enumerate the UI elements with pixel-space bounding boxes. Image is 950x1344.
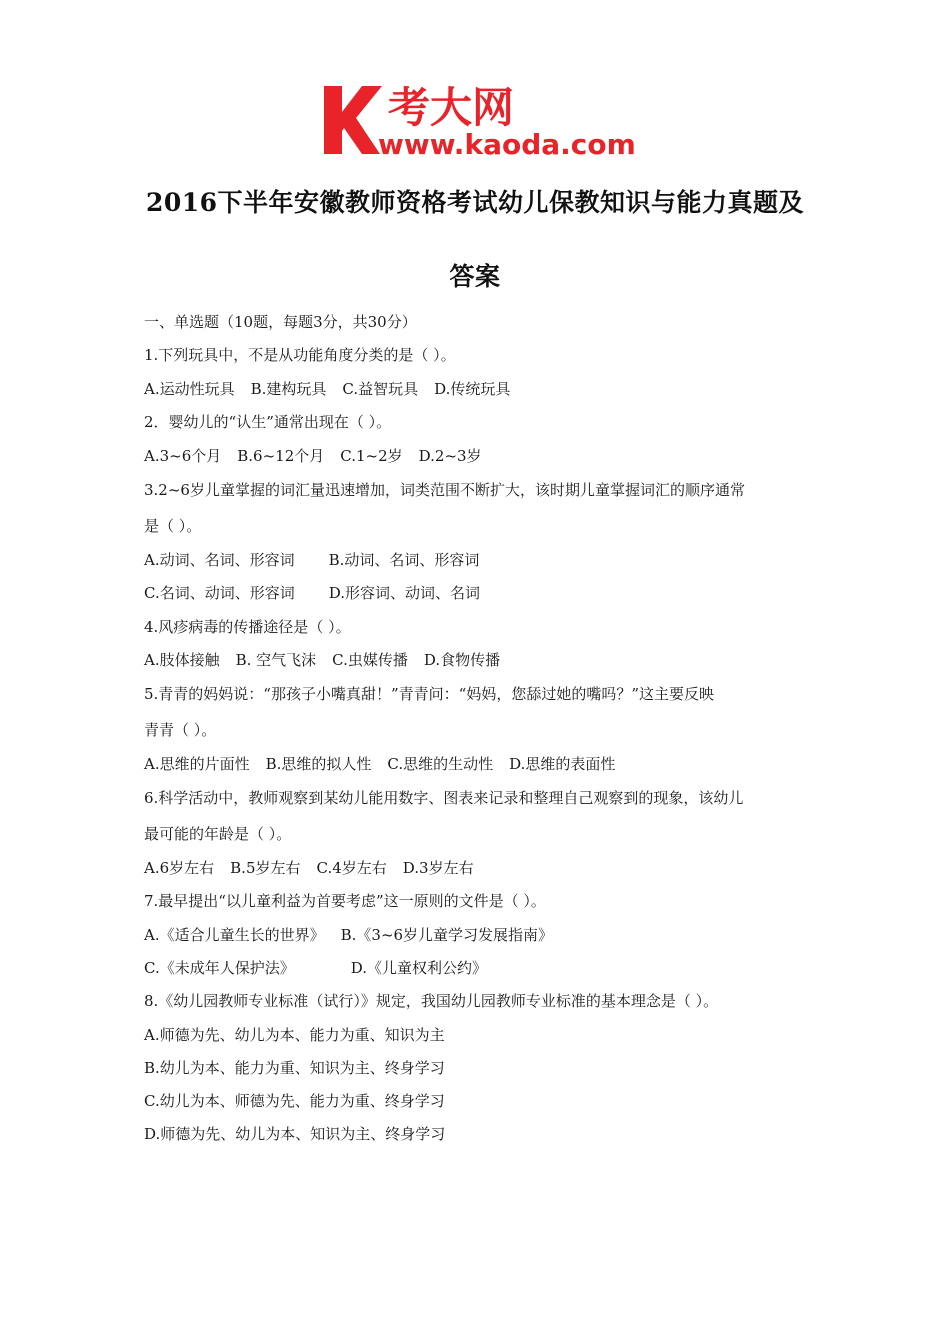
question-1-stem: 1.下列玩具中，不是从功能角度分类的是（ ）。 [144,346,456,364]
question-3-options-row-2 [144,583,480,603]
brand-name-art: 考大网 [388,83,515,132]
question-2-options [144,446,482,466]
option-b: B.5岁左右 [230,859,301,877]
option-c: C.4岁左右 [316,859,387,877]
option-c: C.虫媒传播 [332,651,408,669]
question-8-option-b: B.幼儿为本、能力为重、知识为主、终身学习 [144,1059,445,1077]
option-c: C.《未成年人保护法》 [144,959,295,977]
option-a: A.6岁左右 [144,859,215,877]
option-a: A.思维的片面性 [144,755,250,773]
question-6-stem-line-1: 6.科学活动中，教师观察到某幼儿能用数字、图表来记录和整理自己观察到的现象，该幼儿 [144,789,744,807]
question-6-stem-line-2: 最可能的年龄是（ ）。 [144,825,292,843]
question-8-stem: 8.《幼儿园教师专业标准（试行）》规定，我国幼儿园教师专业标准的基本理念是（ ）。 [144,992,719,1010]
option-c: C.名词、动词、形容词 [144,584,295,602]
question-8-option-a: A.师德为先、幼儿为本、能力为重、知识为主 [144,1026,445,1044]
question-7-options-row-2 [144,958,487,978]
question-6-options [144,858,474,878]
question-7-options-row-1 [144,925,553,945]
option-a: A.《适合儿童生长的世界》 [144,926,325,944]
document-title-line-2: 答案 [449,262,501,291]
question-5-stem-line-2: 青青（ ）。 [144,721,217,739]
option-b: B.动词、名词、形容词 [328,551,480,569]
question-2-stem: 2．婴幼儿的“认生”通常出现在（ ）。 [144,413,392,431]
option-a: A.运动性玩具 [144,380,235,398]
k-letter-mark [324,86,382,154]
option-c: C.思维的生动性 [387,755,494,773]
question-1-options [144,379,510,399]
question-8-option-c: C.幼儿为本、师德为先、能力为重、终身学习 [144,1092,445,1110]
option-b: B.6~12个月 [237,447,325,465]
question-7-stem: 7.最早提出“以儿童利益为首要考虑”这一原则的文件是（ ）。 [144,892,546,910]
option-d: D.传统玩具 [434,380,511,398]
question-4-options [144,650,500,670]
section-header: 一、单选题（10题，每题3分，共30分） [144,313,417,331]
option-d: D.思维的表面性 [509,755,616,773]
option-b: B.思维的拟人性 [265,755,372,773]
question-5-options [144,754,615,774]
option-b: B. 空气飞沫 [235,651,317,669]
kaoda-logo [318,78,648,160]
question-5-stem-line-1: 5.青青的妈妈说：“那孩子小嘴真甜！”青青问：“妈妈，您舔过她的嘴吗？”这主要反映 [144,685,714,703]
option-c: C.益智玩具 [342,380,419,398]
option-a: A.3~6个月 [144,447,222,465]
document-title-line-1: 2016下半年安徽教师资格考试幼儿保教知识与能力真题及 [145,188,805,217]
option-a: A.动词、名词、形容词 [144,551,295,569]
option-d: D.3岁左右 [402,859,474,877]
option-b: B.《3~6岁儿童学习发展指南》 [340,926,554,944]
question-3-stem-line-1: 3.2~6岁儿童掌握的词汇量迅速增加，词类范围不断扩大，该时期儿童掌握词汇的顺序通常 [144,481,745,499]
brand-url-art: www.kaoda.com [378,128,636,160]
option-d: D.2~3岁 [418,447,482,465]
option-a: A.肢体接触 [144,651,220,669]
question-8-option-d: D.师德为先、幼儿为本、知识为主、终身学习 [144,1125,446,1143]
option-c: C.1~2岁 [340,447,403,465]
option-d: D.《儿童权利公约》 [350,959,487,977]
question-4-stem: 4.风疹病毒的传播途径是（ ）。 [144,618,351,636]
option-d: D.食物传播 [423,651,501,669]
question-3-options-row-1 [144,550,479,570]
question-3-stem-line-2: 是（ ）。 [144,517,202,535]
option-d: D.形容词、动词、名词 [328,584,480,602]
kaoda-logo-graphic [318,78,648,160]
option-b: B.建构玩具 [250,380,327,398]
